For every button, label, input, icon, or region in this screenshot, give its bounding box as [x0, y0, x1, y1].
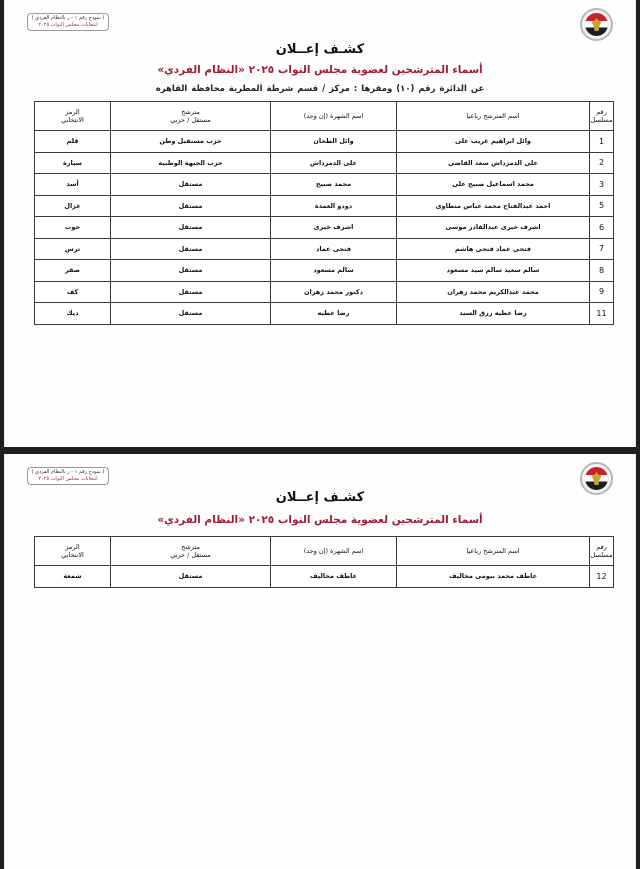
cell-serial: 5	[590, 195, 614, 217]
candidates-table	[34, 101, 614, 325]
cell-electoral-symbol: صقر	[35, 260, 111, 282]
header-candidate-type: مترشح مستقل / حزبي	[111, 537, 271, 566]
cell-candidate-type: مستقل	[111, 566, 271, 588]
cell-electoral-symbol: ترس	[35, 238, 111, 260]
cell-serial: 3	[590, 174, 614, 196]
form-number-badge	[27, 467, 109, 485]
cell-candidate-type: مستقل	[111, 217, 271, 239]
table-row	[35, 260, 614, 282]
table-row	[35, 238, 614, 260]
form-badge-line-1: ( نموذج رقم ١ - ر بالنظام الفردي )	[31, 469, 105, 475]
table-row	[35, 566, 614, 588]
cell-candidate-name: على الدمرداش سعد القاضى	[397, 152, 590, 174]
cell-popular-name: دودو العمدة	[271, 195, 397, 217]
cell-candidate-type: حزب مستقبل وطن	[111, 131, 271, 153]
cell-popular-name: محمد صبيح	[271, 174, 397, 196]
cell-electoral-symbol: شمعة	[35, 566, 111, 588]
cell-electoral-symbol: كف	[35, 281, 111, 303]
cell-candidate-type: مستقل	[111, 174, 271, 196]
cell-popular-name: على الدمرداش	[271, 152, 397, 174]
cell-electoral-symbol: أسد	[35, 174, 111, 196]
header-electoral-symbol: الرمز الانتخابي	[35, 537, 111, 566]
form-badge-line-1: ( نموذج رقم ١ - ر بالنظام الفردي )	[31, 15, 105, 21]
cell-candidate-type: مستقل	[111, 303, 271, 325]
header-candidate-name: اسم المترشح رباعيا	[397, 537, 590, 566]
cell-candidate-name: وائل ابراهيم غريب على	[397, 131, 590, 153]
header-popular-name: اسم الشهرة (إن وجد)	[271, 537, 397, 566]
cell-popular-name: فتحى عماد	[271, 238, 397, 260]
cell-candidate-name: فتحى عماد فتحى هاشم	[397, 238, 590, 260]
cell-serial: 8	[590, 260, 614, 282]
cell-candidate-type: حزب الجبهة الوطنية	[111, 152, 271, 174]
cell-candidate-name: احمد عبدالفتاح محمد عباس منطاوى	[397, 195, 590, 217]
header-candidate-name: اسم المترشح رباعيا	[397, 102, 590, 131]
cell-candidate-name: اشرف خيرى عبدالقادر موسى	[397, 217, 590, 239]
document-page-2	[4, 454, 636, 869]
cell-candidate-name: محمد اسماعيل صبيح على	[397, 174, 590, 196]
document-page-1	[4, 0, 636, 447]
cell-popular-name: اشرف خيرى	[271, 217, 397, 239]
table-row	[35, 131, 614, 153]
election-authority-logo-icon	[580, 8, 613, 41]
page-title: كشـف إعــلان	[275, 42, 365, 57]
cell-electoral-symbol: غزال	[35, 195, 111, 217]
cell-electoral-symbol: سيارة	[35, 152, 111, 174]
cell-serial: 9	[590, 281, 614, 303]
cell-popular-name: وائل الطحان	[271, 131, 397, 153]
district-line: عن الدائرة رقم (١٠) ومقرها : مركز / قسم شرطة المطرية محافظة القاهره	[155, 84, 485, 94]
cell-candidate-type: مستقل	[111, 238, 271, 260]
table-header-row	[35, 102, 614, 131]
table-row	[35, 195, 614, 217]
header-candidate-type: مترشح مستقل / حزبي	[111, 102, 271, 131]
cell-popular-name: دكتور محمد زهران	[271, 281, 397, 303]
cell-candidate-name: محمد عبدالكريم محمد زهران	[397, 281, 590, 303]
cell-serial: 6	[590, 217, 614, 239]
cell-candidate-name: عاطف محمد بيومى مخاليف	[397, 566, 590, 588]
page-subtitle: أسماء المترشحين لعضوية مجلس النواب ٢٠٢٥ «النظام الفردي»	[157, 514, 483, 526]
cell-serial: 2	[590, 152, 614, 174]
table-row	[35, 281, 614, 303]
cell-popular-name: سالم مسعود	[271, 260, 397, 282]
header-serial: رقم مسلسل	[590, 537, 614, 566]
cell-serial: 1	[590, 131, 614, 153]
table-row	[35, 152, 614, 174]
table-row	[35, 303, 614, 325]
table-row	[35, 174, 614, 196]
cell-candidate-type: مستقل	[111, 281, 271, 303]
cell-popular-name: عاطف مخاليف	[271, 566, 397, 588]
form-badge-line-2: انتخابات مجلس النواب ٢٠٢٥	[38, 476, 98, 482]
cell-candidate-name: سالم سعيد سالم سيد مسعود	[397, 260, 590, 282]
page-title: كشـف إعــلان	[275, 490, 365, 505]
cell-candidate-type: مستقل	[111, 260, 271, 282]
cell-serial: 11	[590, 303, 614, 325]
header-popular-name: اسم الشهرة (إن وجد)	[271, 102, 397, 131]
cell-electoral-symbol: قلم	[35, 131, 111, 153]
candidates-table	[34, 536, 614, 588]
cell-serial: 12	[590, 566, 614, 588]
form-badge-line-2: انتخابات مجلس النواب ٢٠٢٥	[38, 22, 98, 28]
header-electoral-symbol: الرمز الانتخابي	[35, 102, 111, 131]
table-header-row	[35, 537, 614, 566]
cell-candidate-name: رضا عطيه رزق السيد	[397, 303, 590, 325]
cell-electoral-symbol: ديك	[35, 303, 111, 325]
eagle-icon	[592, 18, 602, 31]
form-number-badge	[27, 13, 109, 31]
cell-candidate-type: مستقل	[111, 195, 271, 217]
page-subtitle: أسماء المترشحين لعضوية مجلس النواب ٢٠٢٥ «النظام الفردي»	[157, 64, 483, 76]
cell-electoral-symbol: حوت	[35, 217, 111, 239]
eagle-icon	[592, 472, 602, 485]
header-serial: رقم مسلسل	[590, 102, 614, 131]
table-row	[35, 217, 614, 239]
cell-serial: 7	[590, 238, 614, 260]
cell-popular-name: رضا عطيه	[271, 303, 397, 325]
